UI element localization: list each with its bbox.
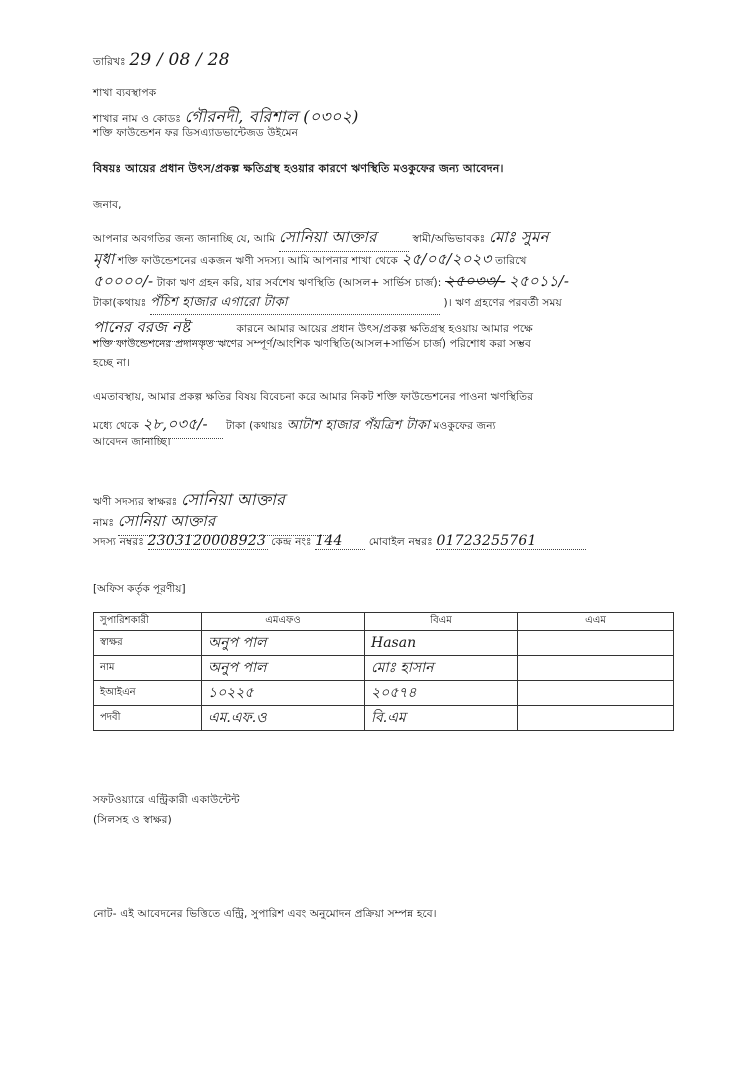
- balance-hw: ২৫০১১/-: [508, 272, 570, 290]
- para-text: শক্তি ফাউন্ডেশনের একজন ঋণী সদস্য। আমি আপনার শাখা থেকে: [118, 255, 398, 267]
- para-text: মওকুফের জন্য: [433, 420, 496, 432]
- accountant-note: (সিলসহ ও স্বাক্ষর): [93, 814, 172, 826]
- signature-label: ঋণী সদস্যর স্বাক্ষরঃ: [93, 496, 178, 508]
- name-label: নামঃ: [93, 517, 115, 529]
- am-signature: [518, 631, 674, 656]
- mobile-label: মোবাইল নম্বরঃ: [368, 536, 433, 548]
- para1-line6: শক্তি ফাউন্ডেশনের প্রদানকৃত ঋণের সম্পূর্ণ/আংশিক ঋণস্থিতি(আসল+সার্ভিস চার্জ) পরিশোধ করা সম্ভব: [93, 338, 532, 350]
- bm-designation: বি.এম: [365, 706, 518, 731]
- branch-value: গৌরনদী, বরিশাল (০৩০২): [184, 107, 359, 126]
- reason-hw: পানের বরজ নষ্ট: [93, 316, 233, 342]
- center-label: কেন্দ্র নংঃ: [271, 536, 312, 548]
- waive-amount-hw: ২৮,০৩৫/-: [143, 413, 223, 439]
- member-id-hw: 2303120008923: [147, 533, 266, 549]
- guardian-name-hw2: মৃধা: [93, 250, 115, 268]
- para-text: মধ্যে থেকে: [93, 420, 139, 432]
- organization-name: শক্তি ফাউন্ডেশন ফর ডিসএ্যাডভান্টেজড উইমেন: [93, 127, 299, 139]
- mfo-designation: এম.এফ.ও: [202, 706, 365, 731]
- table-header-row: [94, 613, 674, 631]
- loan-amount-hw: ৫০০০০/-: [93, 272, 154, 290]
- para-text: কারনে আমার আয়ের প্রধান উৎস/প্রকল্প ক্ষতিগ্রস্থ হওয়ায় আমার পক্ষে: [236, 323, 533, 335]
- addressee-title: শাখা ব্যবস্থাপক: [93, 87, 157, 99]
- salutation: জনাব,: [93, 199, 122, 211]
- balance-words-hw: পঁচিশ হাজার এগারো টাকা: [150, 293, 440, 315]
- accountant-title: সফটওয়্যারে এন্ট্রিকারী একাউন্টেন্ট: [93, 794, 240, 806]
- para2-line3: আবেদন জানাচ্ছি।: [93, 436, 171, 448]
- para-text: )। ঋণ গ্রহণের পরবর্তী সময়: [443, 297, 562, 309]
- table-row: [94, 681, 674, 706]
- para-text: টাকা (কথায়ঃ: [226, 420, 284, 432]
- table-row: [94, 631, 674, 656]
- mfo-name: অনুপ পাল: [202, 656, 365, 681]
- date-value: 29 / 08 / 28: [129, 50, 230, 70]
- office-caption: [অফিস কর্তৃক পূরণীয়]: [93, 583, 186, 595]
- row-label: পদবী: [94, 706, 202, 731]
- am-designation: [518, 706, 674, 731]
- bm-name: মোঃ হাসান: [365, 656, 518, 681]
- footer-note: নোট- এই আবেদনের ভিত্তিতে এন্ট্রি, সুপারিশ এবং অনুমোদন প্রক্রিয়া সম্পন্ন হবে।: [93, 908, 437, 920]
- mfo-signature: অনুপ পাল: [202, 631, 365, 656]
- para-text: টাকা(কথায়ঃ: [93, 297, 147, 309]
- guardian-name-hw: মোঃ সুমন: [488, 228, 549, 246]
- am-ein: [518, 681, 674, 706]
- mobile-number-hw: 01723255761: [436, 533, 586, 550]
- branch-label: শাখার নাম ও কোডঃ: [93, 113, 182, 125]
- date-line: [93, 50, 230, 72]
- table-header-cell: এএম: [518, 613, 674, 631]
- applicant-name-hw: সোনিয়া আক্তার: [279, 226, 409, 252]
- row-label: স্বাক্ষর: [94, 631, 202, 656]
- para-text: টাকা ঋণ গ্রহন করি, যার সর্বশেষ ঋণস্থিতি (আসল+ সার্ভিস চার্জ):: [156, 277, 442, 289]
- subject-line: বিষয়ঃ আয়ের প্রধান উৎস/প্রকল্প ক্ষতিগ্রস্থ হওয়ার কারণে ঋণস্থিতি মওকুফের জন্য আবেদন।: [93, 162, 504, 175]
- para-text: তারিখে: [495, 255, 527, 267]
- id-label: সদস্য নম্বরঃ: [93, 536, 144, 548]
- table-row: [94, 706, 674, 731]
- office-signature-table: [93, 612, 674, 731]
- table-row: [94, 656, 674, 681]
- para2-line1: এমতাবস্থায়, আমার প্রকল্প ক্ষতির বিষয় বিবেচনা করে আমার নিকট শক্তি ফাউন্ডেশনের পাওনা ঋণস্থিতির: [93, 391, 534, 403]
- mfo-ein: ১০২২৫: [202, 681, 365, 706]
- para-text: স্বামী/অভিভাবকঃ: [412, 233, 486, 245]
- row-label: ইআইএন: [94, 681, 202, 706]
- center-number-hw: 144: [315, 533, 365, 550]
- waive-words-hw: আটাশ হাজার পঁয়ত্রিশ টাকা: [286, 418, 430, 433]
- bm-ein: ২০৫৭৪: [365, 681, 518, 706]
- loan-date-hw: ২৫/০৫/২০২৩: [401, 250, 492, 268]
- para1-line4: [93, 293, 683, 315]
- row-label: নাম: [94, 656, 202, 681]
- bm-signature: Hasan: [365, 631, 518, 656]
- balance-struck-hw: ২৫০৩৩/-: [445, 272, 506, 290]
- para1-line3: [93, 270, 713, 295]
- para-text: আপনার অবগতির জন্য জানাচ্ছি যে, আমি: [93, 233, 276, 245]
- member-name-hw: সোনিয়া আক্তার: [118, 510, 328, 536]
- table-header-cell: এমএফও: [202, 613, 365, 631]
- member-id-line: [93, 533, 683, 552]
- para2-line2: [93, 413, 693, 439]
- para1-line7: হচ্ছে না।: [93, 357, 131, 369]
- member-signature: সোনিয়া আক্তার: [180, 490, 286, 509]
- table-header-cell: সুপারিশকারী: [94, 613, 202, 631]
- am-name: [518, 656, 674, 681]
- date-label: তারিখঃ: [93, 56, 126, 68]
- table-header-cell: বিএম: [365, 613, 518, 631]
